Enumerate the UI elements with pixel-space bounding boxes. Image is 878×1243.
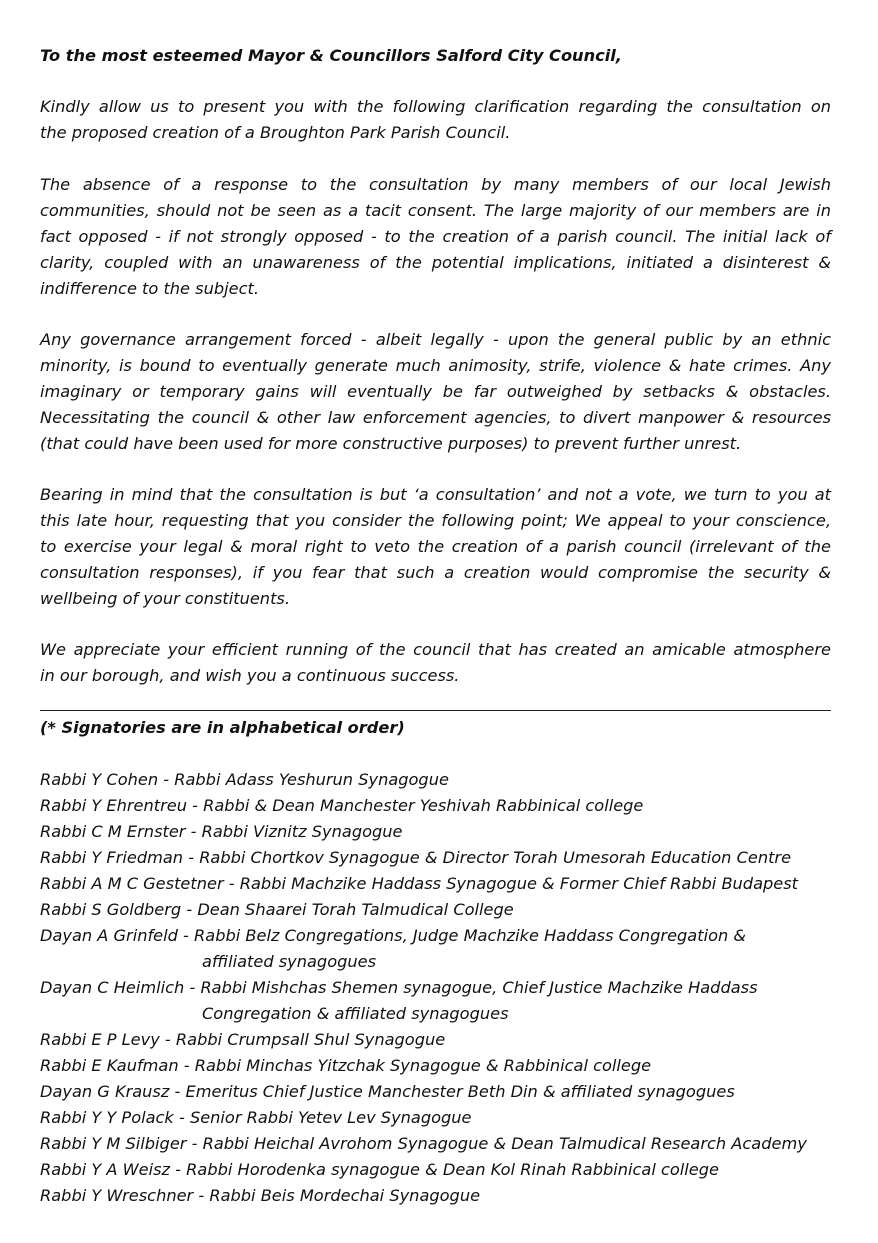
signatory-name: Rabbi Y Friedman - Rabbi Chortkov Synagogue & Director Torah Umesorah Education Centre [40, 848, 792, 867]
signatory-name: Rabbi Y Wreschner - Rabbi Beis Mordechai Synagogue [40, 1186, 481, 1205]
signatory-name: Dayan C Heimlich - Rabbi Mishchas Shemen synagogue, Chief Justice Machzike Haddass [40, 978, 758, 997]
paragraph-2-line: fact opposed - if not strongly opposed - to the creation of a parish council. The initial lack of [40, 227, 831, 246]
paragraph-2-line: clarity, coupled with an unawareness of the potential implications, initiated a disinterest & [40, 253, 831, 272]
paragraph-2-line: indifference to the subject. [40, 279, 259, 298]
paragraph-5-line: in our borough, and wish you a continuous success. [40, 666, 460, 685]
paragraph-4-line: consultation responses), if you fear that such a creation would compromise the security & [40, 563, 831, 582]
signatory-name: Rabbi Y Y Polack - Senior Rabbi Yetev Lev Synagogue [40, 1108, 472, 1127]
signatory-name: Rabbi Y Ehrentreu - Rabbi & Dean Manchester Yeshivah Rabbinical college [40, 796, 644, 815]
signatory-name: Rabbi A M C Gestetner - Rabbi Machzike Haddass Synagogue & Former Chief Rabbi Budapest [40, 874, 799, 893]
paragraph-3-line: Any governance arrangement forced - albeit legally - upon the general public by an ethnic [40, 330, 831, 349]
signatory-name: Rabbi S Goldberg - Dean Shaarei Torah Talmudical College [40, 900, 514, 919]
signatory-role-continued: Congregation & affiliated synagogues [202, 1004, 509, 1023]
signatory-name: Rabbi E Kaufman - Rabbi Minchas Yitzchak Synagogue & Rabbinical college [40, 1056, 652, 1075]
paragraph-4-line: this late hour, requesting that you consider the following point; We appeal to your conscience, [40, 511, 831, 530]
divider-rule [40, 710, 831, 711]
signatory-name: Dayan G Krausz - Emeritus Chief Justice Manchester Beth Din & affiliated synagogues [40, 1082, 735, 1101]
signatory-name: Rabbi Y Cohen - Rabbi Adass Yeshurun Synagogue [40, 770, 449, 789]
salutation: To the most esteemed Mayor & Councillors Salford City Council, [40, 46, 622, 65]
paragraph-1-line: Kindly allow us to present you with the following clarification regarding the consultation on [40, 97, 831, 116]
signatory-role-continued: affiliated synagogues [202, 952, 377, 971]
signatory-name: Rabbi Y M Silbiger - Rabbi Heichal Avrohom Synagogue & Dean Talmudical Research Academy [40, 1134, 807, 1153]
paragraph-1-line: the proposed creation of a Broughton Park Parish Council. [40, 123, 511, 142]
signatory-name: Dayan A Grinfeld - Rabbi Belz Congregations, Judge Machzike Haddass Congregation & [40, 926, 747, 945]
paragraph-4-line: Bearing in mind that the consultation is but ‘a consultation’ and not a vote, we turn to you at [40, 485, 831, 504]
paragraph-5-line: We appreciate your efficient running of the council that has created an amicable atmosphere [40, 640, 831, 659]
paragraph-4-line: to exercise your legal & moral right to veto the creation of a parish council (irrelevant of the [40, 537, 831, 556]
paragraph-2-line: communities, should not be seen as a tacit consent. The large majority of our members are in [40, 201, 831, 220]
signatory-name: Rabbi E P Levy - Rabbi Crumpsall Shul Synagogue [40, 1030, 446, 1049]
signatory-name: Rabbi C M Ernster - Rabbi Viznitz Synagogue [40, 822, 403, 841]
paragraph-3-line: imaginary or temporary gains will eventually be far outweighed by setbacks & obstacles. [40, 382, 831, 401]
paragraph-3-line: Necessitating the council & other law enforcement agencies, to divert manpower & resources [40, 408, 831, 427]
paragraph-3-line: minority, is bound to eventually generate much animosity, strife, violence & hate crimes. Any [40, 356, 831, 375]
paragraph-2-line: The absence of a response to the consultation by many members of our local Jewish [40, 175, 831, 194]
paragraph-3-line: (that could have been used for more constructive purposes) to prevent further unrest. [40, 434, 742, 453]
paragraph-4-line: wellbeing of your constituents. [40, 589, 290, 608]
signatories-heading: (* Signatories are in alphabetical order) [40, 718, 405, 737]
signatory-name: Rabbi Y A Weisz - Rabbi Horodenka synagogue & Dean Kol Rinah Rabbinical college [40, 1160, 719, 1179]
